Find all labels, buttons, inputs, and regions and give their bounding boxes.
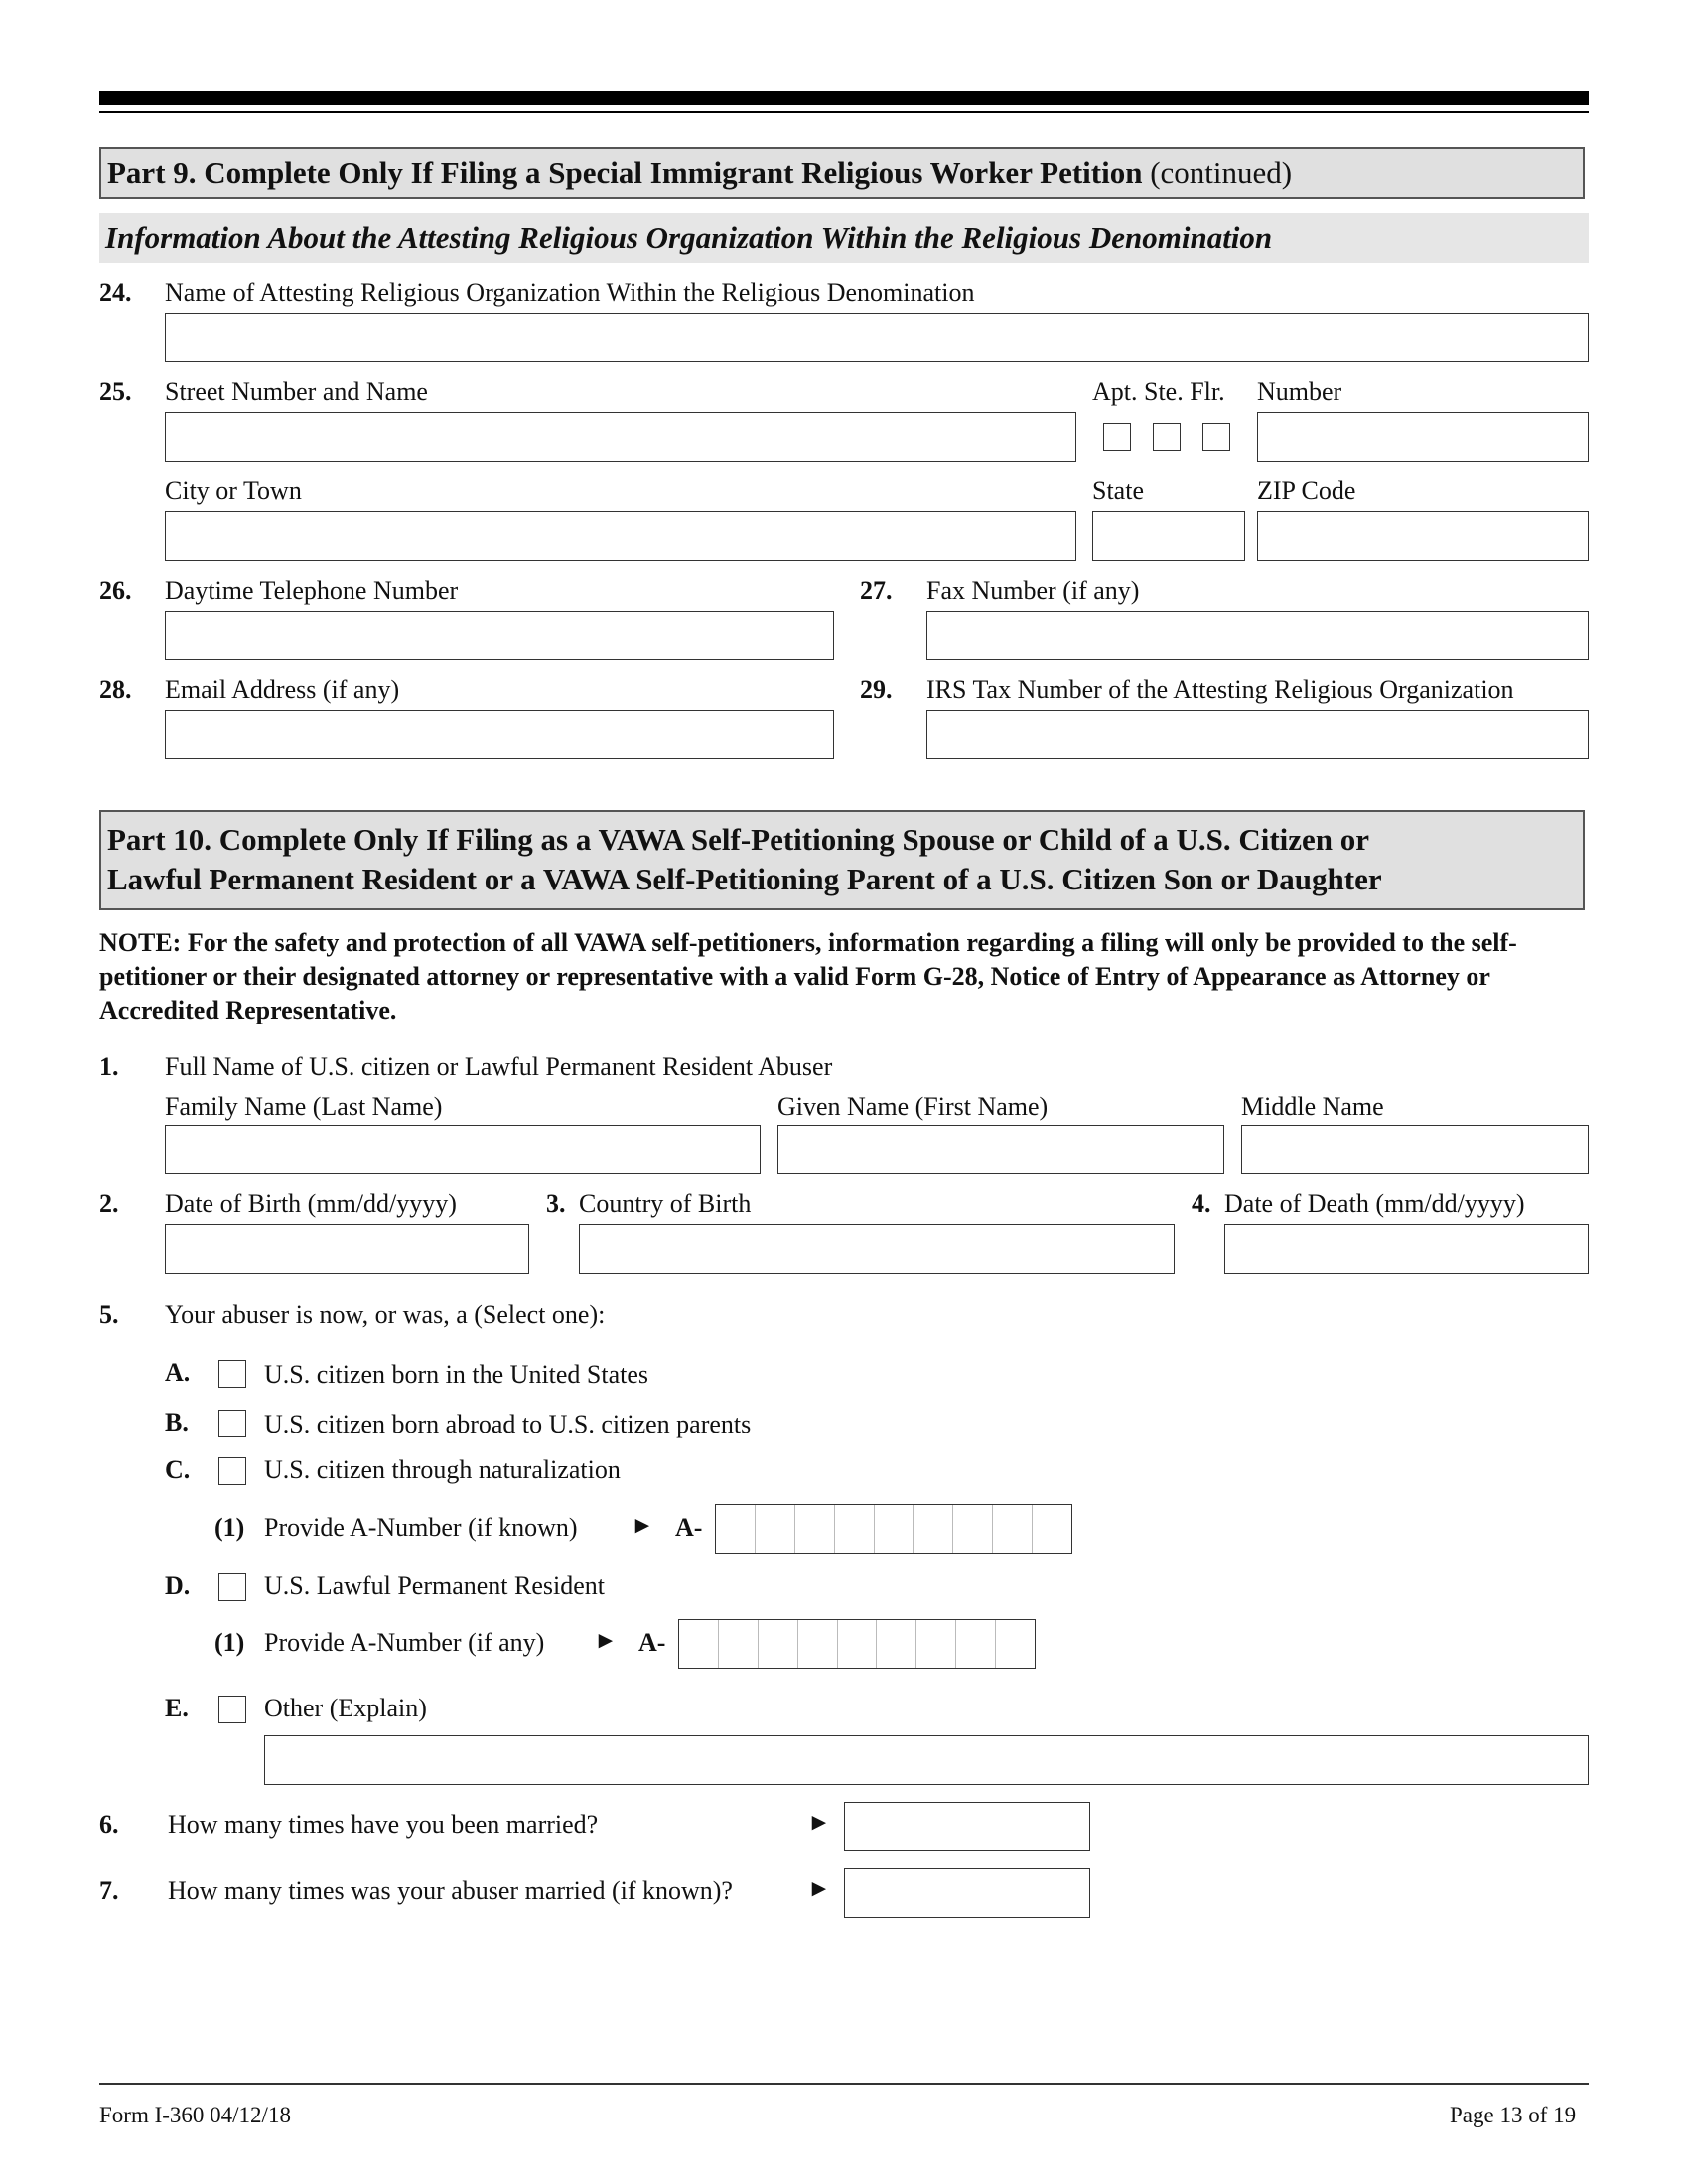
option-b-label: U.S. citizen born abroad to U.S. citizen parents — [264, 1410, 752, 1438]
other-explain-field[interactable] — [264, 1735, 1589, 1785]
attesting-org-name-field[interactable] — [165, 313, 1589, 362]
option-b-letter: B. — [165, 1408, 189, 1436]
street-field[interactable] — [165, 412, 1076, 462]
city-label: City or Town — [165, 477, 302, 505]
a-number-prefix: A- — [638, 1628, 666, 1657]
page-number: Page 13 of 19 — [1450, 2103, 1577, 2127]
zip-field[interactable] — [1257, 511, 1589, 561]
option-e-label: Other (Explain) — [264, 1694, 427, 1722]
apt-number-field[interactable] — [1257, 412, 1589, 462]
daytime-phone-field[interactable] — [165, 611, 834, 660]
abuser-family-name-field[interactable] — [165, 1125, 761, 1174]
p10-q6-label: How many times have you been married? — [168, 1810, 599, 1839]
street-label: Street Number and Name — [165, 377, 428, 406]
abuser-given-name-field[interactable] — [777, 1125, 1224, 1174]
option-c-label: U.S. citizen through naturalization — [264, 1455, 621, 1484]
part9-title: Part 9. Complete Only If Filing a Special Immigrant Religious Worker Petition — [107, 155, 1143, 190]
arrow-right-icon: ► — [807, 1876, 831, 1902]
p10-q7-label: How many times was your abuser married (if known)? — [168, 1876, 733, 1905]
q24-number: 24. — [99, 278, 132, 307]
part10-header — [99, 810, 1585, 910]
option-e-checkbox[interactable] — [218, 1696, 246, 1723]
p10-q5-number: 5. — [99, 1300, 119, 1329]
given-name-label: Given Name (First Name) — [777, 1092, 1049, 1121]
footer-rule — [99, 2083, 1589, 2085]
p10-q2-label: Date of Birth (mm/dd/yyyy) — [165, 1189, 457, 1218]
email-field[interactable] — [165, 710, 834, 759]
option-c-checkbox[interactable] — [218, 1457, 246, 1485]
p10-q7-number: 7. — [99, 1876, 119, 1905]
q28-number: 28. — [99, 675, 132, 704]
option-d-checkbox[interactable] — [218, 1573, 246, 1601]
state-label: State — [1092, 477, 1144, 505]
arrow-right-icon: ► — [631, 1513, 654, 1539]
p10-q4-number: 4. — [1192, 1189, 1211, 1218]
part9-header — [99, 147, 1585, 199]
option-c1-label: Provide A-Number (if known) — [264, 1513, 578, 1542]
flr-checkbox[interactable] — [1202, 423, 1230, 451]
p10-q5-label: Your abuser is now, or was, a (Select one): — [165, 1300, 606, 1329]
fax-field[interactable] — [926, 611, 1589, 660]
abuser-middle-name-field[interactable] — [1241, 1125, 1589, 1174]
apt-ste-flr-label: Apt. Ste. Flr. — [1092, 377, 1225, 406]
arrow-right-icon: ► — [594, 1628, 618, 1654]
q27-number: 27. — [860, 576, 893, 605]
times-married-field[interactable] — [844, 1802, 1090, 1851]
arrow-right-icon: ► — [807, 1810, 831, 1836]
q25-number: 25. — [99, 377, 132, 406]
q27-label: Fax Number (if any) — [926, 576, 1140, 605]
city-field[interactable] — [165, 511, 1076, 561]
q24-label: Name of Attesting Religious Organization Within the Religious Denomination — [165, 278, 975, 307]
option-a-checkbox[interactable] — [218, 1360, 246, 1388]
option-c-letter: C. — [165, 1455, 191, 1484]
part9-subheading: Information About the Attesting Religious Organization Within the Religious Denomination — [99, 213, 1589, 263]
option-e-letter: E. — [165, 1694, 189, 1722]
part9-continued: (continued) — [1150, 155, 1293, 190]
abuser-times-married-field[interactable] — [844, 1868, 1090, 1918]
form-id: Form I-360 04/12/18 — [99, 2103, 291, 2127]
top-rule-thin — [99, 111, 1589, 113]
option-d-letter: D. — [165, 1571, 191, 1600]
irs-tax-number-field[interactable] — [926, 710, 1589, 759]
option-d1-number: (1) — [214, 1628, 245, 1657]
ste-checkbox[interactable] — [1153, 423, 1181, 451]
option-a-label: U.S. citizen born in the United States — [264, 1360, 649, 1389]
part10-title-line2: Lawful Permanent Resident or a VAWA Self-Petitioning Parent of a U.S. Citizen Son or Daughter — [107, 862, 1382, 896]
p10-q3-number: 3. — [546, 1189, 566, 1218]
q28-label: Email Address (if any) — [165, 675, 400, 704]
p10-q6-number: 6. — [99, 1810, 119, 1839]
q26-number: 26. — [99, 576, 132, 605]
a-number-prefix: A- — [675, 1513, 703, 1542]
middle-name-label: Middle Name — [1241, 1092, 1384, 1121]
p10-q1-number: 1. — [99, 1052, 119, 1081]
d-a-number-field[interactable] — [678, 1619, 1036, 1669]
q29-number: 29. — [860, 675, 893, 704]
part10-title-line1: Part 10. Complete Only If Filing as a VAWA Self-Petitioning Spouse or Child of a U.S. Citizen or — [107, 822, 1370, 857]
abuser-dob-field[interactable] — [165, 1224, 529, 1274]
c-a-number-field[interactable] — [715, 1504, 1072, 1554]
p10-q3-label: Country of Birth — [579, 1189, 752, 1218]
option-b-checkbox[interactable] — [218, 1410, 246, 1437]
option-a-letter: A. — [165, 1358, 191, 1387]
abuser-date-of-death-field[interactable] — [1224, 1224, 1589, 1274]
option-c1-number: (1) — [214, 1513, 245, 1542]
number-label: Number — [1257, 377, 1342, 406]
apt-checkbox[interactable] — [1103, 423, 1131, 451]
top-rule-thick — [99, 91, 1589, 105]
q26-label: Daytime Telephone Number — [165, 576, 459, 605]
p10-q4-label: Date of Death (mm/dd/yyyy) — [1224, 1189, 1525, 1218]
vawa-note: NOTE: For the safety and protection of all VAWA self-petitioners, information regarding a filing will only be provided to the self-petitioner or their designated attorney or representative with a valid Form G-28, Notice of Entry of Appearance as Attorney or Accredited Representative. — [99, 928, 1517, 1024]
family-name-label: Family Name (Last Name) — [165, 1092, 443, 1121]
p10-q2-number: 2. — [99, 1189, 119, 1218]
p10-q1-label: Full Name of U.S. citizen or Lawful Permanent Resident Abuser — [165, 1052, 833, 1081]
option-d-label: U.S. Lawful Permanent Resident — [264, 1571, 605, 1600]
state-field[interactable] — [1092, 511, 1245, 561]
option-d1-label: Provide A-Number (if any) — [264, 1628, 545, 1657]
zip-label: ZIP Code — [1257, 477, 1356, 505]
q29-label: IRS Tax Number of the Attesting Religious Organization — [926, 675, 1514, 704]
abuser-country-of-birth-field[interactable] — [579, 1224, 1175, 1274]
